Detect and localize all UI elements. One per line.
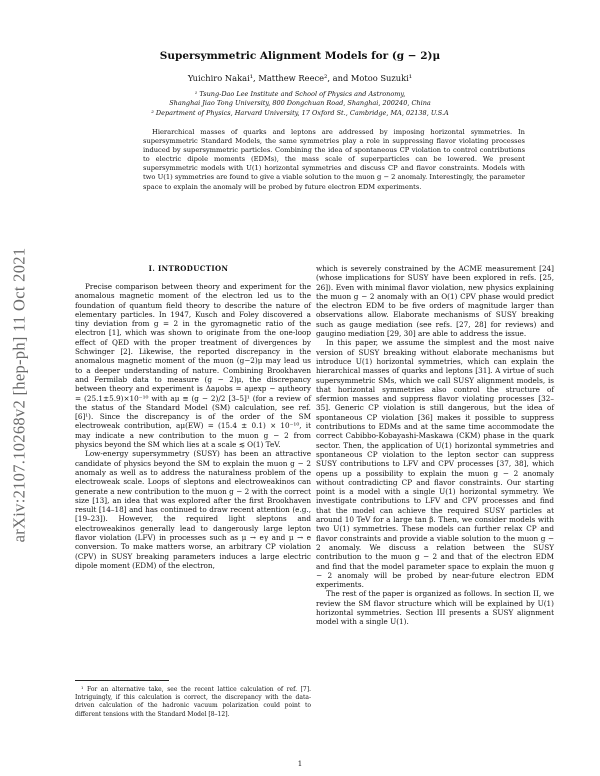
affiliation-2: ² Department of Physics, Harvard University, 17 Oxford St., Cambridge, MA, 02138, U.S.A — [151, 109, 449, 117]
right-column — [316, 264, 554, 627]
page-number: 1 — [297, 760, 303, 768]
footnote-divider — [75, 680, 169, 681]
affiliation-1-line-2: Shanghai Jiao Tong University, 800 Dongchuan Road, Shanghai, 200240, China — [169, 99, 431, 107]
abstract: Hierarchical masses of quarks and leptons are addressed by imposing horizontal symmetries. In supersymmetric Standard Models, the same symmetries play a role in suppressing flavor violating processes induced by supersymmetric particles. Combining the idea of spontaneous CP violation to control contributions to electric dipole moments (EDMs), the mass scale of superparticles can be lowered. We present supersymmetric models with U(1) horizontal symmetries and discuss CP and flavor constraints. Models with two U(1) symmetries are found to give a viable solution to the muon g − 2 anomaly. Interestingly, the parameter space to explain the anomaly will be probed by future electron EDM experiments. — [143, 128, 525, 191]
intro-paragraph-2: Low-energy supersymmetry (SUSY) has been an attractive candidate of physics beyond the SM to explain the muon g − 2 anomaly as well as to address the naturalness problem of the electroweak scale. Loops of sleptons and electroweakinos can generate a new contribution to the muon g − 2 with the correct size [13], an idea that was explored after the first Brookhaven result [14–18] and has continued to draw recent attention (e.g., [19–23]). However, the required light sleptons and electroweakinos generally lead to dangerously large lepton flavor violation (LFV) in processes such as μ → eγ and μ → e conversion. To make matters worse, an arbitrary CP violation (CPV) in SUSY breaking parameters induces a large electric dipole moment (EDM) of the electron, — [75, 449, 311, 570]
intro-paragraph-4: In this paper, we assume the simplest and the most naive version of SUSY breaking without elaborate mechanisms but introduce U(1) horizontal symmetries, which can explain the hierarchical masses of quarks and leptons [31]. A virtue of such supersymmetric SMs, which we call SUSY alignment models, is that horizontal symmetries also control the structure of sfermion masses and suppress flavor violating processes [32–35]. Generic CP violation is still dangerous, but the idea of spontaneous CP violation [36] makes it possible to suppress contributions to EDMs and at the same time accommodate the correct Cabibbo-Kobayashi-Maskawa (CKM) phase in the quark sector. Then, the application of U(1) horizontal symmetries and spontaneous CP violation to the lepton sector can suppress SUSY contributions to LFV and CPV processes [37, 38], which opens up a possibility to explain the muon g − 2 anomaly without contradicting CP and flavor constraints. Our starting point is a model with a single U(1) horizontal symmetry. We investigate contributions to LFV and CPV processes and find that the model can achieve the required SUSY particles at around 10 TeV for a large tan β. Then, we consider models with two U(1) symmetries. These models can further relax CP and flavor constraints and provide a viable solution to the muon g − 2 anomaly. We discuss a relation between the SUSY contribution to the muon g − 2 and that of the electron EDM and find that the model parameter space to explain the muon g − 2 anomaly will be probed by near-future electron EDM experiments. — [316, 338, 554, 590]
footnote: ¹ For an alternative take, see the recent lattice calculation of ref. [7]. Intriguingly, if this calculation is correct, the discrepancy with the data-driven calculation of the hadronic vacuum polarization could point to different tensions with the Standard Model [8–12]. — [75, 686, 311, 718]
arxiv-identifier — [2, 225, 36, 565]
author-list: Yuichiro Nakai¹, Matthew Reece², and Motoo Suzuki¹ — [187, 73, 413, 83]
left-column — [75, 282, 311, 570]
arxiv-identifier-text: arXiv:2107.10268v2 [hep-ph] 11 Oct 2021 — [9, 247, 28, 543]
intro-paragraph-5: The rest of the paper is organized as follows. In section II, we review the SM flavor structure which will be explained by U(1) horizontal symmetries. Section III presents a SUSY alignment model with a single U(1). — [316, 589, 554, 627]
affiliation-1-line-1: ¹ Tsung-Dao Lee Institute and School of Physics and Astronomy, — [194, 90, 406, 98]
intro-paragraph-3: which is severely constrained by the ACME measurement [24] (whose implications for SUSY have been explored in refs. [25, 26]). Even with minimal flavor violation, new physics explaining the muon g − 2 anomaly with an O(1) CPV phase would predict the electron EDM to be five orders of magnitude larger than observations allow. Elaborate mechanisms of SUSY breaking such as gauge mediation (see refs. [27, 28] for reviews) and gaugino mediation [29, 30] are able to address the issue. — [316, 264, 554, 339]
section-heading: I. INTRODUCTION — [148, 264, 229, 273]
intro-paragraph-1: Precise comparison between theory and experiment for the anomalous magnetic moment of the electron led us to the foundation of quantum field theory to describe the nature of elementary particles. In 1947, Kusch and Foley discovered a tiny deviation from g = 2 in the gyromagnetic ratio of the electron [1], which was shown to originate from the one-loop effect of QED with the proper treatment of divergences by Schwinger [2]. Likewise, the reported discrepancy in the anomalous magnetic moment of the muon (g−2)μ may lead us to a deeper understanding of nature. Combining Brookhaven and Fermilab data to measure (g − 2)μ, the discrepancy between theory and experiment is Δaμobs = aμexp − aμtheory = (25.1±5.9)×10⁻¹⁰ with aμ ≡ (g − 2)/2 [3–5]¹ (for a review of the status of the Standard Model (SM) calculation, see ref. [6]¹). Since the discrepancy is of the order of the SM electroweak contribution, aμ(EW) = (15.4 ± 0.1) × 10⁻¹⁰, it may indicate a new contribution to the muon g − 2 from physics beyond the SM which lies at a scale ≲ O(1) TeV. — [75, 282, 311, 450]
paper-title: Supersymmetric Alignment Models for (g − 2)μ — [159, 50, 441, 62]
